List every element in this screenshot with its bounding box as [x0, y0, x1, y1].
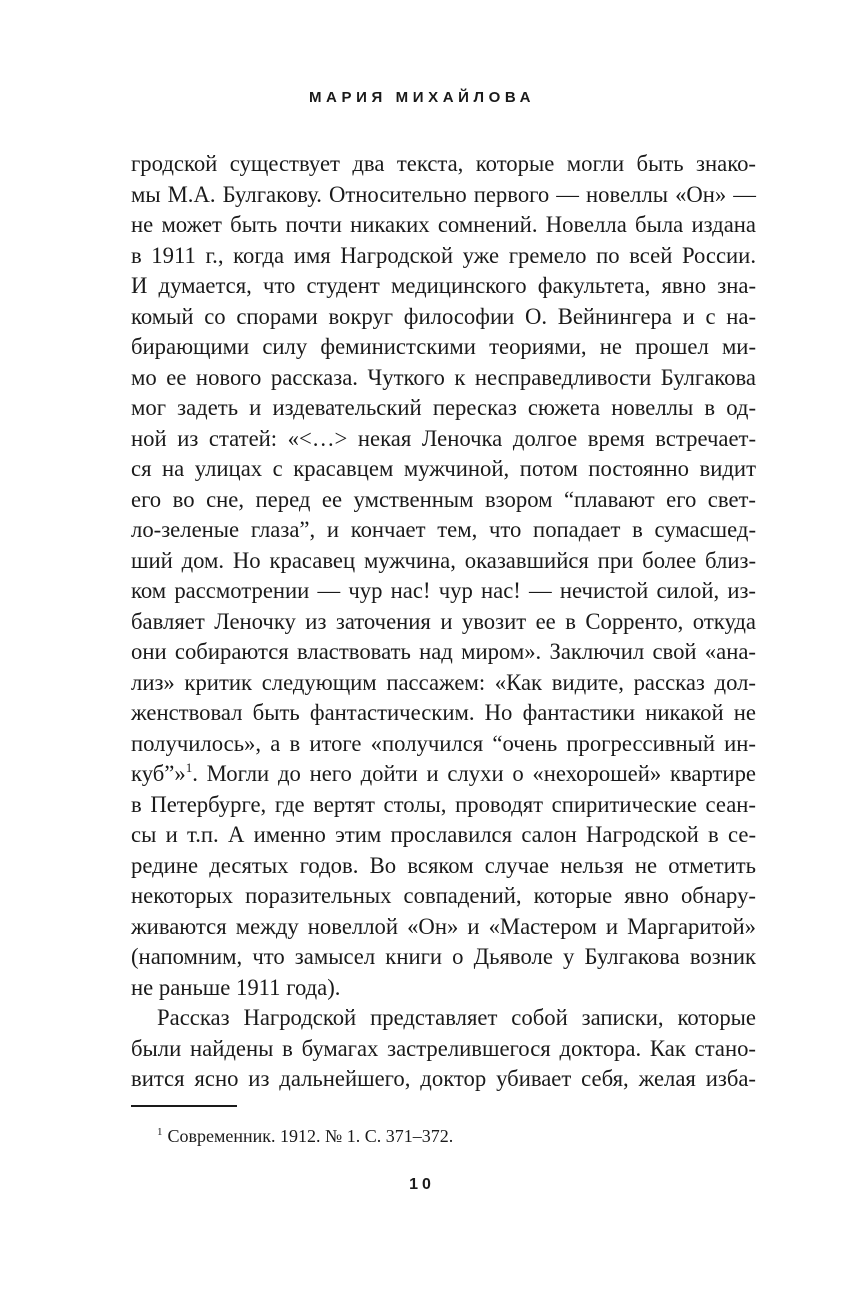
- text-line: ком рассмотрении — чур нас! чур нас! — нечистой силой, из-: [131, 578, 756, 603]
- text-line: ший дом. Но красавец мужчина, оказавшийся при более близ-: [131, 547, 756, 573]
- footnote: [157, 1124, 453, 1148]
- text-line: (напомним, что замысел книги о Дьяволе у Булгакова возник: [131, 944, 756, 969]
- text-line: лиз» критик следующим пассажем: «Как видите, рассказ дол-: [131, 669, 756, 695]
- text-line: мо ее нового рассказа. Чуткого к несправедливости Булгакова: [131, 364, 756, 390]
- text-line: мог задеть и издевательский пересказ сюжета новеллы в од-: [131, 395, 756, 420]
- text-fragment: куб”»: [131, 761, 186, 786]
- text-line: комый со спорами вокруг философии О. Вейнингера и с на-: [131, 303, 756, 329]
- text-line: мы М.А. Булгакову. Относительно первого — новеллы «Он» —: [131, 181, 756, 207]
- text-line: вится ясно из дальнейшего, доктор убивает себя, желая изба-: [131, 1066, 756, 1091]
- text-line: бавляет Леночку из заточения и увозит ее в Сорренто, откуда: [131, 608, 756, 634]
- text-line: редине десятых годов. Во всяком случае нельзя не отметить: [131, 852, 756, 878]
- footnote-text: Современник. 1912. № 1. С. 371–372.: [167, 1126, 454, 1146]
- text-line: ся на улицах с красавцем мужчиной, потом постоянно видит: [131, 456, 756, 481]
- text-line: некоторых поразительных совпадений, которые явно обнару-: [131, 883, 756, 908]
- page-number: 10: [409, 1176, 435, 1193]
- text-line: гродской существует два текста, которые могли быть знако-: [131, 151, 756, 176]
- text-line: были найдены в бумагах застрелившегося доктора. Как стано-: [131, 1035, 756, 1061]
- text-line: в Петербурге, где вертят столы, проводят спиритические сеан-: [131, 791, 756, 817]
- text-line: его во сне, перед ее умственным взором “плавают его свет-: [131, 486, 756, 512]
- main-text: [131, 149, 756, 1095]
- paragraph-end-line: не раньше 1911 года).: [131, 974, 341, 1000]
- text-line: ной из статей: «<…> некая Леночка долгое время встречает-: [131, 425, 756, 451]
- text-line-with-footnote-ref: [131, 759, 756, 790]
- footnote-separator: [131, 1105, 237, 1107]
- text-line: сы и т.п. А именно этим прославился салон Нагродской в се-: [131, 822, 756, 847]
- text-line: в 1911 г., когда имя Нагродской уже гремело по всей России.: [131, 242, 756, 268]
- text-line: они собираются властвовать над миром». Заключил свой «ана-: [131, 639, 756, 664]
- text-line: получилось», а в итоге «получился “очень прогрессивный ин-: [131, 730, 756, 756]
- footnote-reference[interactable]: 1: [185, 760, 193, 775]
- text-line: женствовал быть фантастическим. Но фантастики никакой не: [131, 700, 756, 725]
- text-line: ло-зеленые глаза”, и кончает тем, что попадает в сумасшед-: [131, 517, 756, 542]
- running-head: МАРИЯ МИХАЙЛОВА: [308, 89, 536, 106]
- text-line: И думается, что студент медицинского факультета, явно зна-: [131, 273, 756, 298]
- text-line: живаются между новеллой «Он» и «Мастером и Маргаритой»: [131, 913, 756, 939]
- footnote-number: 1: [157, 1126, 163, 1138]
- text-fragment: . Могли до него дойти и слухи о «нехорошей» квартире: [192, 761, 756, 786]
- text-line: не может быть почти никаких сомнений. Новелла была издана: [131, 212, 756, 237]
- text-line: бирающими силу феминистскими теориями, не прошел ми-: [131, 334, 756, 359]
- paragraph-first-line: Рассказ Нагродской представляет собой записки, которые: [157, 1005, 756, 1030]
